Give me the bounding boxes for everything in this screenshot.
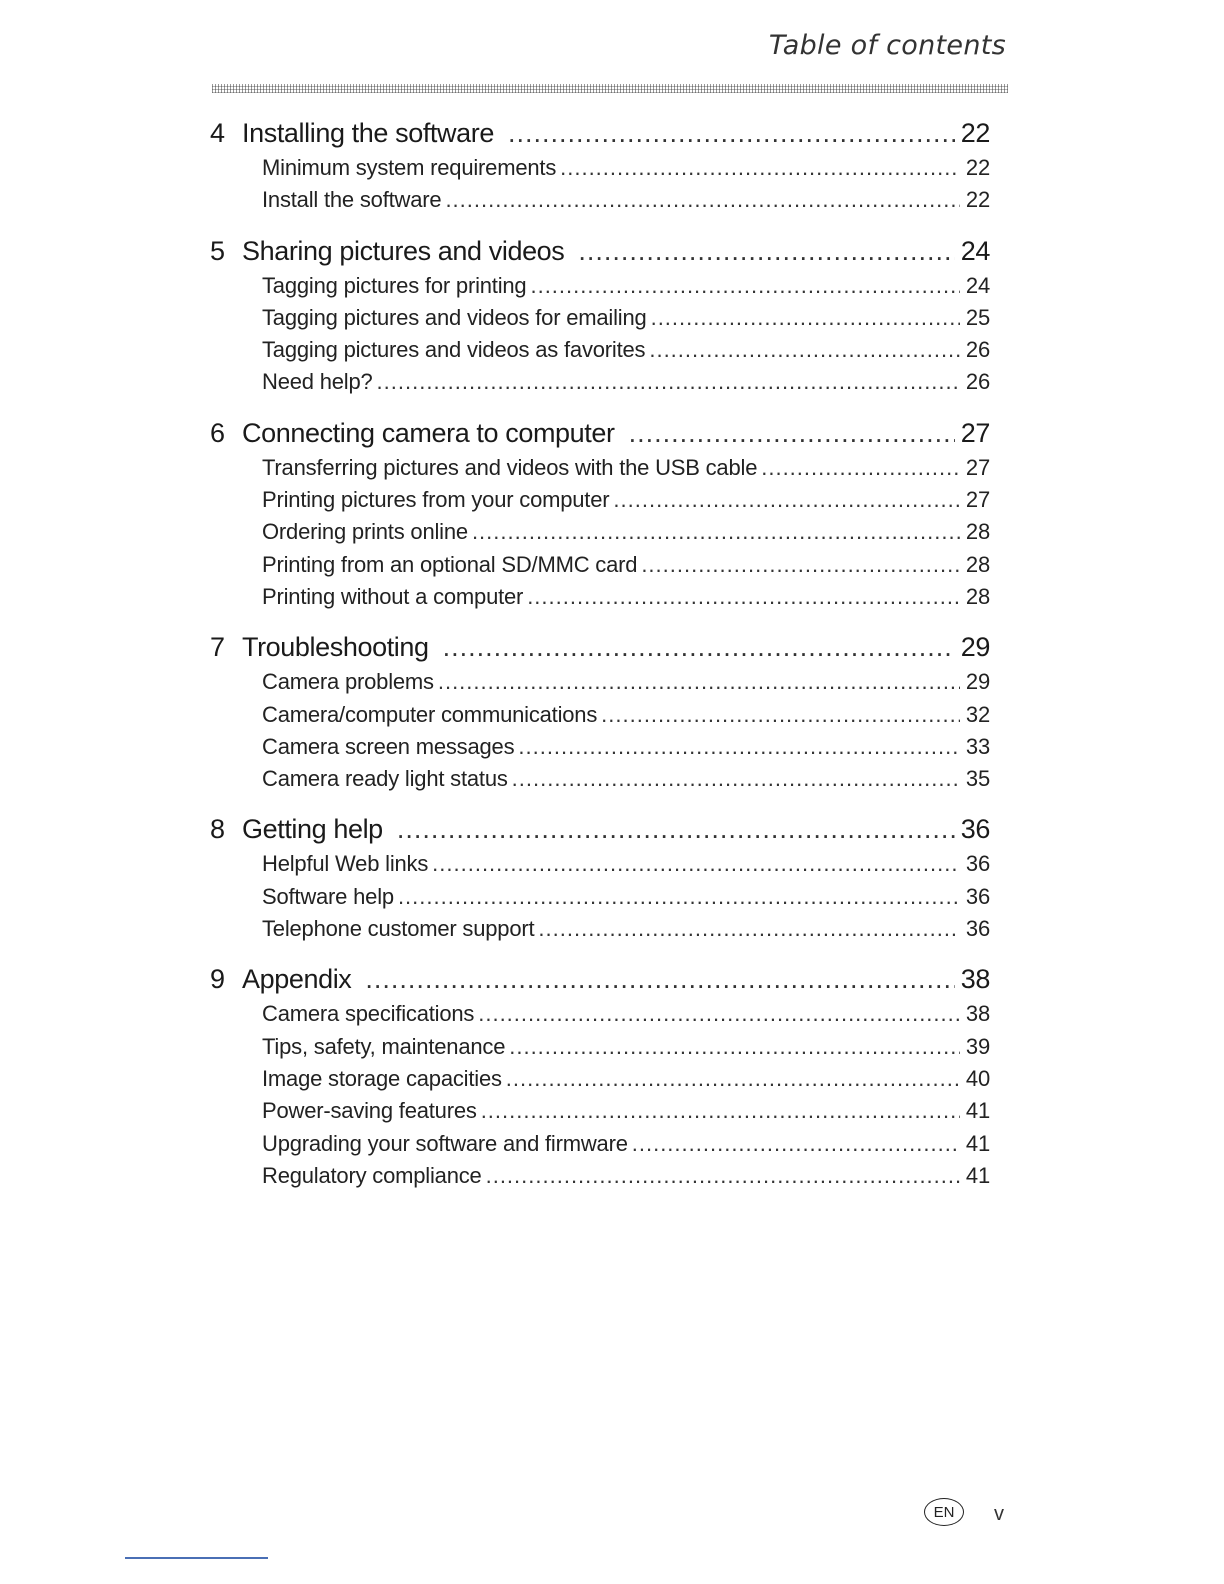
dot-leader [443,628,955,666]
toc-section-entry[interactable] [210,366,990,398]
toc-section-entry[interactable] [210,184,990,216]
dot-leader [538,913,960,945]
section-page-number: 28 [965,519,990,545]
chapter-page-number: 24 [960,235,990,266]
toc-section-entry[interactable] [210,1031,990,1063]
section-title: Camera specifications [262,1001,475,1027]
dot-leader [518,731,960,763]
section-page-number: 27 [965,487,990,513]
section-title: Printing from an optional SD/MMC card [262,551,638,577]
dot-leader [761,452,960,484]
section-title: Ordering prints online [262,519,468,545]
toc-chapter [210,414,990,613]
section-title: Camera ready light status [262,766,508,792]
page-header-title: Table of contents [768,30,1006,61]
section-title: Install the software [262,187,442,213]
dot-leader [509,1031,960,1063]
toc-section-entry[interactable] [210,1095,990,1127]
toc-chapter [210,810,990,945]
dot-leader [560,152,960,184]
section-page-number: 22 [965,155,990,180]
section-title: Image storage capacities [262,1065,502,1091]
toc-chapter [210,232,990,399]
section-title: Tagging pictures and videos as favorites [262,337,646,363]
table-of-contents [210,114,990,1207]
language-badge [924,1498,964,1526]
section-title: Printing without a computer [262,583,524,609]
toc-section-entry[interactable] [210,666,990,698]
section-title: Minimum system requirements [262,155,557,180]
chapter-page-number: 38 [960,964,990,995]
section-page-number: 38 [965,1001,990,1027]
dot-leader [601,699,960,731]
section-page-number: 22 [965,187,990,213]
section-page-number: 25 [965,304,990,330]
chapter-number: 4 [210,118,225,148]
dot-leader [398,881,960,913]
toc-section-entry[interactable] [210,516,990,548]
section-title: Tips, safety, maintenance [262,1033,506,1059]
toc-section-entry[interactable] [210,1063,990,1095]
dot-leader [486,1160,960,1192]
dot-leader [508,114,955,152]
toc-section-entry[interactable] [210,302,990,334]
section-page-number: 29 [965,669,990,695]
dot-leader [613,484,960,516]
section-page-number: 41 [965,1130,990,1156]
chapter-page-number: 36 [960,814,990,845]
toc-chapter [210,114,990,217]
toc-chapter-entry[interactable] [210,810,990,848]
dot-leader [527,581,960,613]
chapter-page-number: 22 [960,118,990,148]
dot-leader [445,184,960,216]
dot-leader [478,998,960,1030]
section-page-number: 27 [965,454,990,480]
section-page-number: 26 [965,369,990,395]
toc-section-entry[interactable] [210,1128,990,1160]
toc-section-entry[interactable] [210,484,990,516]
section-page-number: 36 [965,851,990,877]
dot-leader [649,334,960,366]
section-title: Need help? [262,369,373,395]
section-title: Software help [262,883,394,909]
section-page-number: 35 [965,766,990,792]
chapter-title: Installing the software [242,118,494,148]
dot-leader [629,414,955,452]
dot-leader [530,270,960,302]
section-title: Camera screen messages [262,733,515,759]
toc-section-entry[interactable] [210,270,990,302]
section-title: Regulatory compliance [262,1162,482,1188]
chapter-title: Sharing pictures and videos [242,235,565,266]
dot-leader [578,232,954,270]
toc-section-entry[interactable] [210,699,990,731]
toc-chapter [210,628,990,795]
toc-section-entry[interactable] [210,881,990,913]
section-page-number: 40 [965,1065,990,1091]
toc-section-entry[interactable] [210,1160,990,1192]
section-page-number: 36 [965,916,990,942]
chapter-number: 8 [210,814,225,845]
toc-section-entry[interactable] [210,334,990,366]
chapter-number: 6 [210,417,225,448]
chapter-number: 9 [210,964,225,995]
section-page-number: 28 [965,583,990,609]
toc-chapter-entry[interactable] [210,960,990,998]
dot-leader [377,366,960,398]
section-page-number: 24 [965,272,990,298]
section-title: Transferring pictures and videos with the USB cable [262,454,758,480]
dot-leader [512,763,960,795]
dot-leader [506,1063,960,1095]
chapter-title: Getting help [242,814,383,845]
section-page-number: 33 [965,733,990,759]
toc-chapter [210,960,990,1192]
section-title: Upgrading your software and firmware [262,1130,628,1156]
section-page-number: 39 [965,1033,990,1059]
dot-leader [472,516,960,548]
toc-chapter-entry[interactable] [210,114,990,152]
toc-section-entry[interactable] [210,848,990,880]
toc-section-entry[interactable] [210,152,990,184]
dot-leader [432,848,960,880]
section-page-number: 32 [965,701,990,727]
dot-leader [438,666,960,698]
dot-leader [397,810,955,848]
section-title: Power-saving features [262,1098,477,1124]
section-title: Tagging pictures for printing [262,272,527,298]
section-page-number: 36 [965,883,990,909]
section-title: Helpful Web links [262,851,429,877]
section-page-number: 26 [965,337,990,363]
section-page-number: 41 [965,1098,990,1124]
chapter-page-number: 27 [960,417,990,448]
page-number: v [994,1503,1004,1525]
section-title: Telephone customer support [262,916,535,942]
section-title: Printing pictures from your computer [262,487,610,513]
section-page-number: 28 [965,551,990,577]
toc-chapter-entry[interactable] [210,414,990,452]
toc-section-entry[interactable] [210,452,990,484]
chapter-page-number: 29 [960,632,990,663]
toc-chapter-entry[interactable] [210,232,990,270]
chapter-number: 7 [210,632,225,663]
dot-leader [481,1095,960,1127]
toc-chapter-entry[interactable] [210,628,990,666]
section-page-number: 41 [965,1162,990,1188]
section-title: Tagging pictures and videos for emailing [262,304,647,330]
chapter-number: 5 [210,235,225,266]
toc-section-entry[interactable] [210,998,990,1030]
footer-link-underline [125,1557,268,1559]
section-title: Camera problems [262,669,434,695]
toc-section-entry[interactable] [210,731,990,763]
header-rule [212,84,1008,93]
toc-section-entry[interactable] [210,913,990,945]
dot-leader [651,302,960,334]
dot-leader [632,1128,960,1160]
toc-section-entry[interactable] [210,763,990,795]
dot-leader [365,960,954,998]
chapter-title: Connecting camera to computer [242,417,615,448]
dot-leader [641,549,960,581]
chapter-title: Appendix [242,964,352,995]
toc-section-entry[interactable] [210,581,990,613]
chapter-title: Troubleshooting [242,632,429,663]
section-title: Camera/computer communications [262,701,598,727]
language-badge-label: EN [933,1503,955,1521]
toc-section-entry[interactable] [210,549,990,581]
